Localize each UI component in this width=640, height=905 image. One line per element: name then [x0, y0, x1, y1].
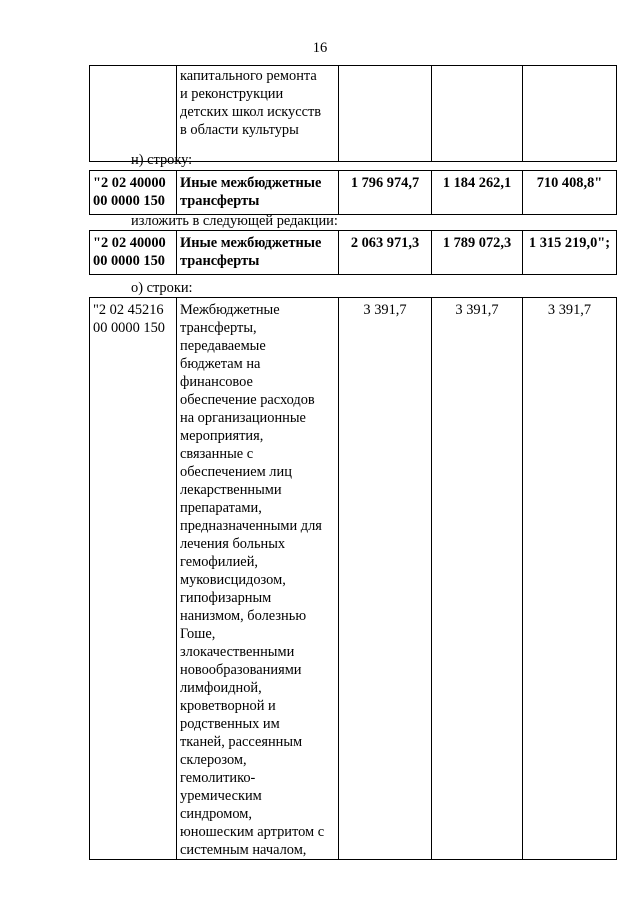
cell-value-1: 1 796 974,7 [339, 171, 432, 215]
table-row-old [89, 170, 617, 215]
cell-value-2 [432, 66, 523, 162]
cell-name: капитального ремонта и реконструкции детских школ искусств в области культуры [177, 66, 339, 162]
cell-name: Иные межбюджетные трансферты [177, 231, 339, 275]
cell-value-1: 3 391,7 [339, 298, 432, 860]
instruction-line: о) строки: [131, 280, 193, 296]
cell-value-3: 3 391,7 [523, 298, 617, 860]
cell-value-2: 1 184 262,1 [432, 171, 523, 215]
table-row [90, 298, 617, 860]
cell-value-1: 2 063 971,3 [339, 231, 432, 275]
cell-value-3: 1 315 219,0"; [523, 231, 617, 275]
cell-code: "2 02 45216 00 0000 150 [90, 298, 177, 860]
instruction-line: н) строку: [131, 152, 193, 168]
page-number: 16 [312, 40, 328, 56]
cell-value-2: 1 789 072,3 [432, 231, 523, 275]
table-row-new [89, 230, 617, 275]
table-row [90, 231, 617, 275]
cell-value-3 [523, 66, 617, 162]
instruction-line: изложить в следующей редакции: [131, 213, 338, 229]
cell-code: "2 02 40000 00 0000 150 [90, 171, 177, 215]
table-row [90, 171, 617, 215]
cell-value-1 [339, 66, 432, 162]
cell-value-3: 710 408,8" [523, 171, 617, 215]
table-row [90, 66, 617, 162]
cell-name: Межбюджетные трансферты, передаваемые бюджетам на финансовое обеспечение расходов на организационные мероприятия, связанные с обеспечением лиц лекарственными препаратами, предназначенными для лечения больных гемофилией, муковисцидозом, гипофизарным нанизмом, болезнью Гоше, злокачественными новообразованиями лимфоидной, кроветворной и родственных им тканей, рассеянным склерозом, гемолитико- уремическим синдромом, юношеским артритом с системным началом, [177, 298, 339, 860]
cell-code: "2 02 40000 00 0000 150 [90, 231, 177, 275]
cell-value-2: 3 391,7 [432, 298, 523, 860]
table-rows-o [89, 297, 617, 860]
cell-name: Иные межбюджетные трансферты [177, 171, 339, 215]
table-fragment-top [89, 65, 617, 162]
cell-code [90, 66, 177, 162]
